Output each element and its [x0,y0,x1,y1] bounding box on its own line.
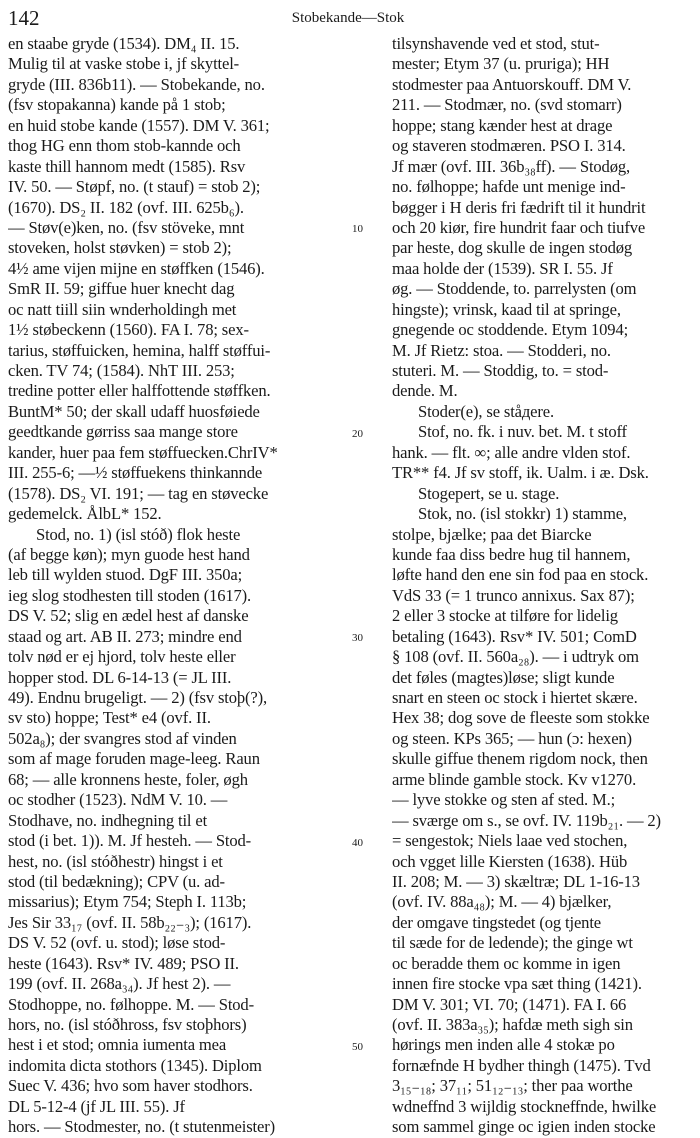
text-line: til sæde for de ledende); the ginge wt [392,933,633,953]
text-line: Jf mær (ovf. III. 36b₃₈ff). — Stodøg, [392,156,631,176]
text-line: — sværge om s., se ovf. IV. 119b₂₁. — 2) [392,810,661,830]
text-line: (1670). DS₂ II. 182 (ovf. III. 625b₆). [8,197,244,217]
text-line: løfte hand den ene sin fod paa en stock. [392,565,649,585]
text-line: IV. 50. — Støpf, no. (t stauf) = stob 2); [8,177,261,197]
left-column [8,34,344,1138]
line-number: 50 [352,1041,363,1054]
text-line: stoveken, holst støvken) = stob 2); [8,238,232,258]
text-line: — Støv(e)ken, no. (fsv stöveke, mnt [8,217,245,237]
text-line: mester; Etym 37 (u. pruriga); HH [392,54,610,74]
text-line: Jes Sir 33₁₇ (ovf. II. 58b₂₂₋₃); (1617). [8,912,252,932]
text-line: snart en steen oc stock i hiertet skære. [392,688,638,707]
text-line: VdS 33 (= 1 trunco annixus. Sax 87); [392,585,635,605]
line-number: 30 [352,632,363,645]
text-line: staad og art. AB II. 273; mindre end [8,626,242,646]
text-line: DL 5-12-4 (jf JL III. 55). Jf [8,1096,185,1116]
text-line: kaste thill hannom medt (1585). Rsv [8,156,246,176]
text-line: Suec V. 436; hvo som haver stodhors. [8,1076,253,1096]
text-line: hors. — Stodmester, no. (t stutenmeister) [8,1117,275,1137]
text-line: (ovf. IV. 88a₄₈); M. — 4) bjælker, [392,892,612,912]
text-line: 199 (ovf. II. 268a₃₄). Jf hest 2). — [8,974,231,994]
text-line: det føles (magtes)løse; sligt kunde [392,667,615,687]
text-line: som af mage foruden mage-leeg. Raun [8,749,260,769]
text-line: 68; — alle kronnens heste, foler, øgh [8,769,248,789]
text-line: skulle giffue thenem rigdom nock, then [392,749,648,769]
text-line: hopper stod. DL 6-14-13 (= JL III. [8,667,232,687]
line-number: 10 [352,223,363,236]
text-line: 4½ ame vijen mijne en støffken (1546). [8,258,265,278]
text-line: SmR II. 59; giffue huer knecht dag [8,279,235,299]
text-line: hest i et stod; omnia iumenta mea [8,1035,227,1055]
text-line: § 108 (ovf. II. 560a₂₈). — i udtryk om [392,647,639,667]
page-header [8,4,688,30]
text-line: Stodhoppe, no. følhoppe. M. — Stod- [8,994,254,1014]
text-line: missarius); Etym 754; Steph I. 113b; [8,892,247,912]
text-line: gedemelck. ÅlbL* 152. [8,504,162,524]
text-line: gnegende oc stoddende. Etym 1094; [392,320,629,340]
text-line: wdneffnd 3 wijldig stockneffnde, hwilke [392,1096,657,1116]
text-line: stod (i bet. 1)). M. Jf hesteh. — Stod- [8,831,252,851]
text-line: dende. M. [392,381,458,401]
text-line: par heste, dog skulle de ingen stodøg [392,238,633,258]
text-line: hørings men inden alle 4 stokæ po [392,1035,615,1055]
text-line: thog HG enn thom stob-kannde och [8,136,241,156]
text-line: tredine potter eller halffottende støffken. [8,381,271,401]
text-line: kander, huer paa fem støffuecken.ChrIV* [8,442,278,462]
text-line: Stogepert, se u. stage. [418,483,560,503]
text-line: 502a₈); der svangres stod af vinden [8,728,237,748]
text-line: Stof, no. fk. i nuv. bet. M. t stoff [418,422,627,442]
text-line: 1½ støbeckenn (1560). FA I. 78; sex- [8,320,249,340]
text-line: arme blinde gamble stock. Kv v1270. [392,769,637,789]
text-line: III. 255-6; —½ støffuekens thinkannde [8,463,263,483]
text-line: leb till wylden stuod. DgF III. 350a; [8,565,243,585]
text-line: oc beradde them oc komme in igen [392,953,621,973]
text-line: oc natt tiill siin wnderholdingh met [8,299,237,319]
text-line: tolv nød er ej hjord, tolv heste eller [8,647,236,667]
text-line: innen fire stocke vpa sæt thing (1421). [392,974,642,994]
text-line: (fsv stopakanna) kande på 1 stob; [8,95,226,115]
text-line: hest, no. (isl stóðhestr) hingst i et [8,851,223,871]
text-line: gryde (III. 836b11). — Stobekande, no. [8,74,265,94]
text-line: indomita dicta stothors (1345). Diplom [8,1055,262,1075]
text-line: (1578). DS₂ VI. 191; — tag en støvecke [8,483,269,503]
text-line: Stoder(e), se ståдere. [418,401,554,421]
text-line: och 20 kiør, fire hundrit faar och tiufve [392,217,646,237]
text-line: Mulig til at vaske stobe i, jf skyttel- [8,54,240,74]
right-column [392,34,694,1138]
text-line: Hex 38; dog sove de fleeste som stokke [392,708,650,728]
text-line: Stodhave, no. indhegning til et [8,810,208,830]
text-line: maa holde der (1539). SR I. 55. Jf [392,258,613,278]
text-line: och vgget lille Kiersten (1638). Hüb [392,851,628,871]
text-line: = sengestok; Niels laae ved stochen, [392,831,628,851]
text-line: hingste); vrinsk, kaad til at springe, [392,299,621,319]
text-line: no. følhoppe; hafde unt menige ind- [392,177,626,197]
text-line: Stok, no. (isl stokkr) 1) stamme, [418,504,627,524]
text-line: 49). Endnu brugeligt. — 2) (fsv stoþ(?), [8,688,267,707]
page-number: 142 [8,6,40,30]
text-line: BuntM* 50; der skall udaff huosføiede [8,401,260,421]
text-line: — lyve stokke og sten af sted. M.; [392,790,616,810]
text-line: sv sto) hoppe; Test* e4 (ovf. II. [8,708,211,728]
text-line: DM V. 301; VI. 70; (1471). FA I. 66 [392,994,627,1014]
text-line: DS V. 52 (ovf. u. stod); løse stod- [8,933,226,953]
text-line: oc stodher (1523). NdM V. 10. — [8,790,228,810]
text-line: 2 eller 3 stocke at tilføre for lidelig [392,606,618,626]
text-line: Stod, no. 1) (isl stóð) flok heste [36,524,241,544]
text-line: hoppe; stang kænder hest at drage [392,115,613,135]
text-line: hors, no. (isl stóðhross, fsv stoþhors) [8,1015,247,1034]
text-line: som sammel ginge oc igien inden stocke [392,1117,656,1137]
text-line: heste (1643). Rsv* IV. 489; PSO II. [8,953,239,973]
text-line: tarius, støffuicken, hemina, halff støffui- [8,340,271,360]
text-line: betaling (1643). Rsv* IV. 501; ComD [392,626,637,646]
text-line: en huid stobe kande (1557). DM V. 361; [8,115,270,135]
line-number: 20 [352,427,363,440]
text-line: øg. — Stoddende, to. parrelysten (om [392,279,637,299]
text-line: og staveren stodmæren. PSO I. 314. [392,136,626,156]
text-line: tilsynshavende ved et stod, stut- [392,34,600,53]
text-line: stolpe, bjælke; paa det Biarcke [392,524,592,544]
text-line: M. Jf Rietz: stoa. — Stodderi, no. [392,340,611,360]
text-line: (ovf. II. 383a₃₅); hafdæ meth sigh sin [392,1015,633,1034]
text-line: bøgger i H deris fri fædrift til it hundrit [392,197,646,217]
text-line: stuteri. M. — Stoddig, to. = stod- [392,361,609,380]
text-line: geedtkande gørriss saa mange store [8,422,238,442]
line-number: 40 [352,836,363,849]
text-line: 211. — Stodmær, no. (svd stomarr) [392,95,622,115]
text-line: stodmester paa Antuorskouff. DM V. [392,74,632,94]
text-line: II. 208; M. — 3) skæltræ; DL 1-16-13 [392,871,640,891]
text-line: cken. TV 74; (1584). NhT III. 253; [8,361,235,380]
running-head: Stobekande—Stok [291,10,405,26]
text-line: hank. — flt. ∞; alle andre vlden stof. [392,442,631,462]
text-line: DS V. 52; slig en ædel hest af danske [8,606,249,626]
text-line: en staabe gryde (1534). DM₄ II. 15. [8,34,240,53]
text-line: der omgave tingstedet (og tjente [392,912,602,932]
text-line: 3₁₅₋₁₈; 37₁₁; 51₁₂₋₁₃; ther paa worthe [392,1076,633,1096]
text-line: TR** f4. Jf sv stoff, ik. Ualm. i æ. Dsk. [392,463,649,483]
text-line: ieg slog stodhesten till stoden (1617). [8,585,252,605]
text-line: stod (til bedækning); CPV (u. ad- [8,871,225,891]
text-line: fornæfnde H bydher thingh (1475). Tvd [392,1055,651,1075]
text-line: og steen. KPs 365; — hun (ɔ: hexen) [392,728,632,748]
text-line: (af begge køn); myn guode hest hand [8,544,250,564]
text-line: kunde faa diss bedre hug til hannem, [392,544,631,564]
